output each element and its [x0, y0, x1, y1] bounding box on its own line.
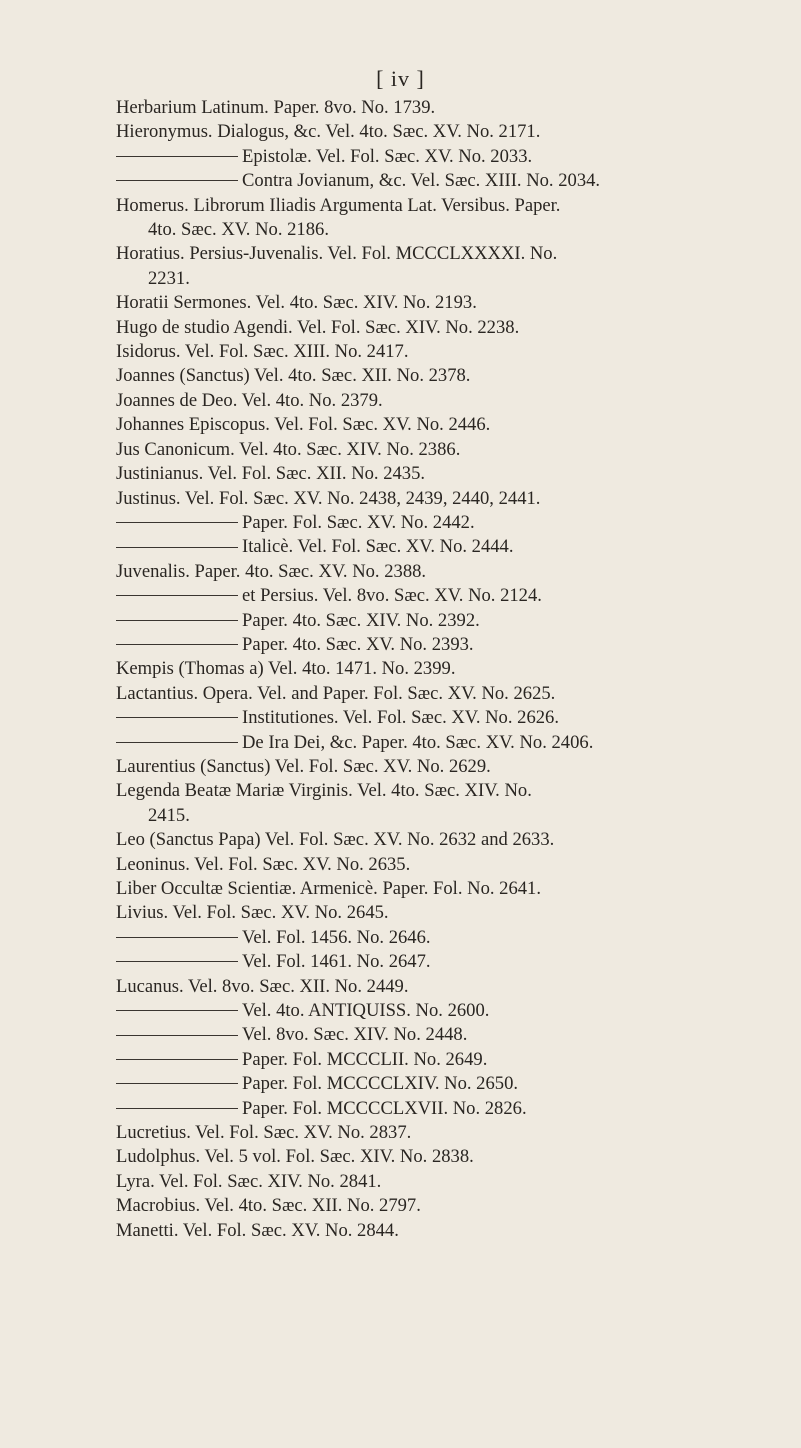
entry-text: Kempis (Thomas a) Vel. 4to. 1471. No. 2399. [116, 658, 456, 680]
entry-text: Isidorus. Vel. Fol. Sæc. XIII. No. 2417. [116, 341, 409, 363]
catalogue-entry [116, 316, 776, 340]
ditto-rule [116, 547, 238, 548]
catalogue-entry [116, 194, 776, 218]
catalogue-entry [116, 438, 776, 462]
entry-text: De Ira Dei, &c. Paper. 4to. Sæc. XV. No. 2406. [242, 731, 594, 753]
entry-text: Manetti. Vel. Fol. Sæc. XV. No. 2844. [116, 1219, 399, 1241]
catalogue-entry [116, 584, 776, 608]
catalogue-entry [116, 633, 776, 657]
catalogue-entry [116, 169, 776, 193]
entry-text: 2231. [148, 267, 190, 289]
catalogue-entry [116, 1048, 776, 1072]
catalogue-entry [116, 1219, 776, 1243]
entry-text: Hieronymus. Dialogus, &c. Vel. 4to. Sæc. XV. No. 2171. [116, 121, 541, 143]
catalogue-entry [116, 1194, 776, 1218]
entry-text: Vel. 4to. ANTIQUISS. No. 2600. [242, 1000, 490, 1022]
catalogue-entry [116, 950, 776, 974]
entry-text: Paper. 4to. Sæc. XV. No. 2393. [242, 633, 474, 655]
entry-text: Paper. Fol. MCCCLII. No. 2649. [242, 1048, 488, 1070]
entry-text: Joannes (Sanctus) Vel. 4to. Sæc. XII. No. 2378. [116, 365, 471, 387]
entry-text: Herbarium Latinum. Paper. 8vo. No. 1739. [116, 97, 436, 118]
entry-text: Ludolphus. Vel. 5 vol. Fol. Sæc. XIV. No. 2838. [116, 1146, 474, 1168]
catalogue-entry-continuation [116, 267, 776, 291]
entry-text: Lactantius. Opera. Vel. and Paper. Fol. Sæc. XV. No. 2625. [116, 682, 556, 704]
ditto-rule [116, 1108, 238, 1109]
entry-text: Macrobius. Vel. 4to. Sæc. XII. No. 2797. [116, 1195, 421, 1217]
entry-text: Joannes de Deo. Vel. 4to. No. 2379. [116, 389, 383, 411]
ditto-rule [116, 961, 238, 962]
entry-text: Vel. 8vo. Sæc. XIV. No. 2448. [242, 1024, 468, 1046]
ditto-rule [116, 156, 238, 157]
ditto-rule [116, 1010, 238, 1011]
catalogue-entry [116, 706, 776, 730]
ditto-rule [116, 644, 238, 645]
entry-text: Paper. Fol. MCCCCLXVII. No. 2826. [242, 1097, 527, 1119]
catalogue-entry [116, 389, 776, 413]
catalogue-entry [116, 975, 776, 999]
catalogue-entry [116, 731, 776, 755]
entry-text: Justinianus. Vel. Fol. Sæc. XII. No. 2435. [116, 463, 426, 485]
entry-text: 4to. Sæc. XV. No. 2186. [148, 219, 329, 241]
entry-text: Homerus. Librorum Iliadis Argumenta Lat. Versibus. Paper. [116, 194, 561, 216]
ditto-rule [116, 595, 238, 596]
entry-text: Laurentius (Sanctus) Vel. Fol. Sæc. XV. No. 2629. [116, 755, 491, 777]
catalogue-entry [116, 1023, 776, 1047]
catalogue-entry [116, 1072, 776, 1096]
ditto-rule [116, 1059, 238, 1060]
ditto-rule [116, 620, 238, 621]
catalogue-entry [116, 145, 776, 169]
entry-text: Vel. Fol. 1456. No. 2646. [242, 926, 431, 948]
catalogue-entry-continuation [116, 804, 776, 828]
catalogue-entry [116, 120, 776, 144]
catalogue-entry [116, 560, 776, 584]
entry-text: Contra Jovianum, &c. Vel. Sæc. XIII. No. 2034. [242, 170, 601, 192]
entry-text: Lucanus. Vel. 8vo. Sæc. XII. No. 2449. [116, 975, 409, 997]
catalogue-entry [116, 682, 776, 706]
ditto-rule [116, 522, 238, 523]
ditto-rule [116, 937, 238, 938]
entry-text: Institutiones. Vel. Fol. Sæc. XV. No. 2626. [242, 707, 559, 729]
catalogue-entry [116, 535, 776, 559]
catalogue-entry [116, 462, 776, 486]
entry-text: 2415. [148, 804, 190, 826]
entry-text: Horatii Sermones. Vel. 4to. Sæc. XIV. No. 2193. [116, 292, 477, 314]
entry-text: Juvenalis. Paper. 4to. Sæc. XV. No. 2388. [116, 560, 427, 582]
entry-text: Italicè. Vel. Fol. Sæc. XV. No. 2444. [242, 536, 514, 558]
catalogue-entry [116, 779, 776, 803]
catalogue-entry [116, 828, 776, 852]
catalogue-entry [116, 511, 776, 535]
entry-text: Horatius. Persius-Juvenalis. Vel. Fol. MCCCLXXXXI. No. [116, 243, 558, 265]
catalogue-entry [116, 926, 776, 950]
catalogue-entry [116, 901, 776, 925]
entry-text: et Persius. Vel. 8vo. Sæc. XV. No. 2124. [242, 585, 542, 607]
ditto-rule [116, 1035, 238, 1036]
entry-text: Lyra. Vel. Fol. Sæc. XIV. No. 2841. [116, 1170, 382, 1192]
entry-text: Paper. Fol. MCCCCLXIV. No. 2650. [242, 1073, 519, 1095]
catalogue-entry [116, 340, 776, 364]
catalogue-entry [116, 755, 776, 779]
entry-text: Leo (Sanctus Papa) Vel. Fol. Sæc. XV. No. 2632 and 2633. [116, 829, 555, 851]
catalogue-entry [116, 999, 776, 1023]
catalogue-entry [116, 1145, 776, 1169]
entry-text: Leoninus. Vel. Fol. Sæc. XV. No. 2635. [116, 853, 411, 875]
entry-text: Legenda Beatæ Mariæ Virginis. Vel. 4to. Sæc. XIV. No. [116, 780, 532, 802]
catalogue-entry [116, 364, 776, 388]
entry-text: Lucretius. Vel. Fol. Sæc. XV. No. 2837. [116, 1122, 412, 1144]
entry-text: Paper. 4to. Sæc. XIV. No. 2392. [242, 609, 480, 631]
entry-text: Hugo de studio Agendi. Vel. Fol. Sæc. XIV. No. 2238. [116, 316, 520, 338]
catalogue-entry [116, 1170, 776, 1194]
entry-text: Livius. Vel. Fol. Sæc. XV. No. 2645. [116, 902, 389, 924]
catalogue-entry [116, 487, 776, 511]
catalogue-entry [116, 413, 776, 437]
ditto-rule [116, 1083, 238, 1084]
entry-text: Vel. Fol. 1461. No. 2647. [242, 951, 431, 973]
ditto-rule [116, 742, 238, 743]
ditto-rule [116, 717, 238, 718]
manuscript-list [116, 96, 776, 1243]
entry-text: Paper. Fol. Sæc. XV. No. 2442. [242, 511, 475, 533]
catalogue-entry [116, 291, 776, 315]
entry-text: Justinus. Vel. Fol. Sæc. XV. No. 2438, 2439, 2440, 2441. [116, 487, 541, 509]
catalogue-entry [116, 853, 776, 877]
entry-text: Jus Canonicum. Vel. 4to. Sæc. XIV. No. 2386. [116, 438, 461, 460]
catalogue-entry [116, 1097, 776, 1121]
catalogue-entry [116, 657, 776, 681]
entry-text: Liber Occultæ Scientiæ. Armenicè. Paper. Fol. No. 2641. [116, 878, 542, 899]
page-number: [ iv ] [376, 66, 425, 91]
catalogue-entry-continuation [116, 218, 776, 242]
catalogue-entry [116, 1121, 776, 1145]
entry-text: Epistolæ. Vel. Fol. Sæc. XV. No. 2033. [242, 145, 533, 167]
catalogue-entry [116, 242, 776, 266]
ditto-rule [116, 180, 238, 181]
catalogue-entry [116, 96, 776, 120]
catalogue-entry [116, 877, 776, 901]
entry-text: Johannes Episcopus. Vel. Fol. Sæc. XV. No. 2446. [116, 414, 491, 436]
catalogue-entry [116, 609, 776, 633]
